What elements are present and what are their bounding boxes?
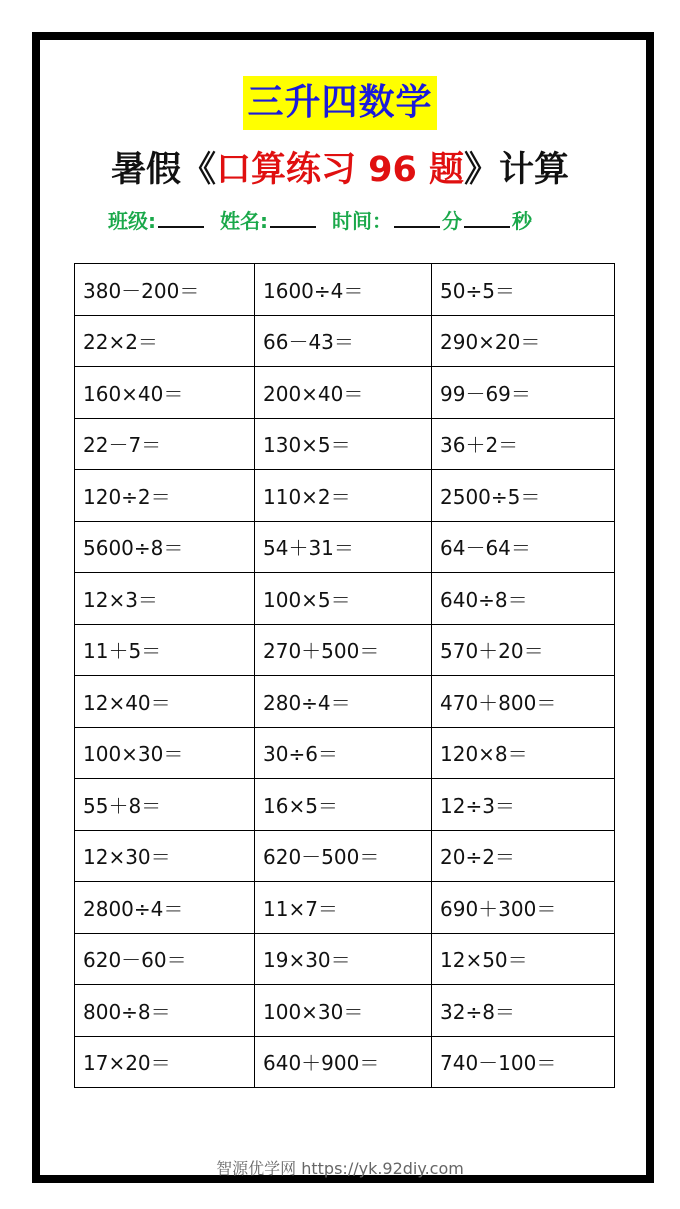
problem-cell: 2500÷5＝ [432,470,615,522]
problem-cell: 110×2＝ [255,470,432,522]
table-row [75,521,615,573]
time-label: 时间： [332,209,392,233]
problem-cell: 120÷2＝ [75,470,255,522]
subtitle-suffix: 》计算 [464,150,570,190]
problem-cell: 54＋31＝ [255,521,432,573]
problem-cell: 690＋300＝ [432,882,615,934]
problems-table-body [75,264,615,1088]
problem-cell: 11×7＝ [255,882,432,934]
problem-cell: 17×20＝ [75,1036,255,1088]
name-label: 姓名: [220,209,268,233]
problem-cell: 2800÷4＝ [75,882,255,934]
problem-cell: 32÷8＝ [432,985,615,1037]
seconds-label: 秒 [512,209,532,233]
table-row [75,985,615,1037]
problem-cell: 130×5＝ [255,418,432,470]
table-row [75,418,615,470]
problem-cell: 100×30＝ [255,985,432,1037]
table-row [75,727,615,779]
table-row [75,1036,615,1088]
problem-cell: 160×40＝ [75,367,255,419]
problem-cell: 36＋2＝ [432,418,615,470]
problem-cell: 64－64＝ [432,521,615,573]
problem-cell: 55＋8＝ [75,779,255,831]
table-row [75,624,615,676]
problem-cell: 100×5＝ [255,573,432,625]
table-row [75,676,615,728]
student-info-line [108,206,588,236]
problem-cell: 12×50＝ [432,933,615,985]
table-row [75,367,615,419]
problem-cell: 200×40＝ [255,367,432,419]
problem-cell: 22－7＝ [75,418,255,470]
minutes-label: 分 [442,209,462,233]
problem-cell: 640÷8＝ [432,573,615,625]
table-row [75,779,615,831]
table-row [75,830,615,882]
problem-cell: 30÷6＝ [255,727,432,779]
problem-cell: 100×30＝ [75,727,255,779]
table-row [75,882,615,934]
subtitle-highlight: 口算练习 96 题 [215,150,465,190]
seconds-blank [464,208,510,228]
name-blank [270,208,316,228]
problems-table [74,263,615,1088]
page-subtitle [0,146,680,194]
table-row [75,315,615,367]
problem-cell: 570＋20＝ [432,624,615,676]
problem-cell: 290×20＝ [432,315,615,367]
table-row [75,933,615,985]
subtitle-prefix: 暑假《 [110,150,216,190]
footer-watermark: 智源优学网 https://yk.92diy.com [216,1159,464,1178]
problem-cell: 12×3＝ [75,573,255,625]
problem-cell: 22×2＝ [75,315,255,367]
problem-cell: 470＋800＝ [432,676,615,728]
problem-cell: 1600÷4＝ [255,264,432,316]
class-blank [158,208,204,228]
problem-cell: 640＋900＝ [255,1036,432,1088]
table-row [75,264,615,316]
problem-cell: 270＋500＝ [255,624,432,676]
class-label: 班级: [108,209,156,233]
problem-cell: 16×5＝ [255,779,432,831]
page-title: 三升四数学 [243,76,436,130]
table-row [75,573,615,625]
problem-cell: 380－200＝ [75,264,255,316]
problem-cell: 740－100＝ [432,1036,615,1088]
minutes-blank [394,208,440,228]
problem-cell: 620－500＝ [255,830,432,882]
problem-cell: 12×40＝ [75,676,255,728]
problem-cell: 280÷4＝ [255,676,432,728]
table-row [75,470,615,522]
problem-cell: 12×30＝ [75,830,255,882]
problem-cell: 50÷5＝ [432,264,615,316]
title-wrap [0,76,680,130]
problem-cell: 11＋5＝ [75,624,255,676]
problem-cell: 19×30＝ [255,933,432,985]
problem-cell: 5600÷8＝ [75,521,255,573]
problem-cell: 12÷3＝ [432,779,615,831]
problem-cell: 99－69＝ [432,367,615,419]
problem-cell: 800÷8＝ [75,985,255,1037]
problem-cell: 620－60＝ [75,933,255,985]
problem-cell: 20÷2＝ [432,830,615,882]
problem-cell: 120×8＝ [432,727,615,779]
problem-cell: 66－43＝ [255,315,432,367]
